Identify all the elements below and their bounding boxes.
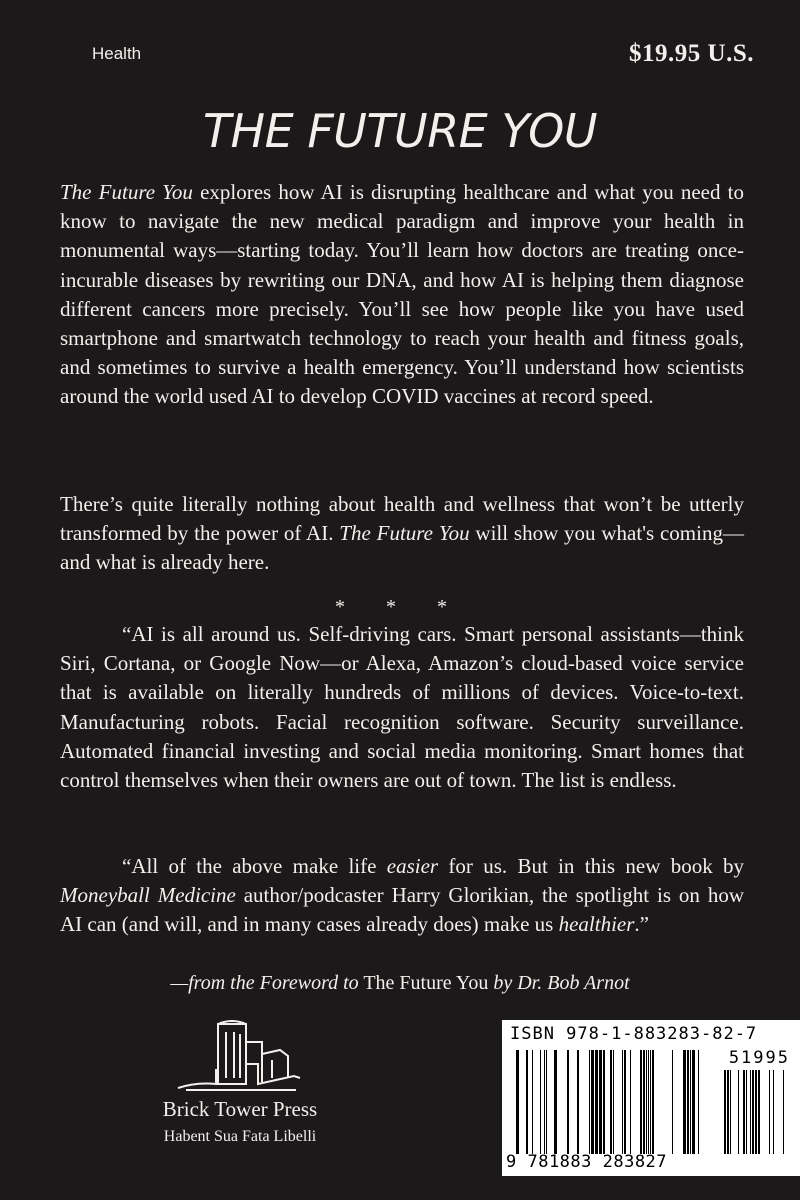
barcode-bar (690, 1050, 691, 1154)
barcode-bar (750, 1070, 751, 1154)
quote-text: author/podcaster Harry Glorikian, the spotlight is on how AI can (and will, and in many cases already does) make us (60, 883, 744, 937)
price-barcode-icon (714, 1070, 788, 1154)
emphasis-text: easier (386, 854, 439, 878)
barcode-bar (783, 1070, 784, 1154)
barcode-bar (672, 1050, 673, 1154)
barcode-bar (724, 1070, 726, 1154)
barcode-bar (532, 1050, 533, 1154)
barcode-bar (773, 1070, 774, 1154)
barcode-bar (540, 1050, 541, 1154)
attribution-book: The Future You (358, 972, 494, 994)
barcode-bar (758, 1070, 760, 1154)
barcode-bar (589, 1050, 590, 1154)
book-reference: Moneyball Medicine (60, 883, 236, 908)
publisher-motto: Habent Sua Fata Libelli (163, 1128, 317, 1145)
barcode-bar (577, 1050, 579, 1154)
barcode-bar (599, 1050, 602, 1154)
barcode-bar (698, 1050, 699, 1154)
isbn-label: ISBN 978-1-883283-82-7 (510, 1024, 758, 1044)
barcode-bar (603, 1050, 605, 1154)
description-text: explores how AI is disrupting healthcare and what you need to know to navigate the new medical paradigm and improve your health in monumental ways—starting today. You’ll learn how doctors are treating once-incurable diseases by rewriting our DNA, and how AI is helping them diagnose different cancers more precisely. You’ll see how people like you have used smartphone and smartwatch technology to reach your health and fitness goals, and sometimes to survive a health emergency. You’ll understand how scientists around the world used AI to develop COVID vaccines at record speed. (60, 180, 744, 409)
barcode-bar (610, 1050, 612, 1154)
barcode-bar (648, 1050, 649, 1154)
foreword-quote-1: “AI is all around us. Self-driving cars. Smart personal assistants—think Siri, Cortana, or Google Now—or Alexa, Amazon’s cloud-based voice service that is available on literally hundreds of millions of devices. Voice-to-text. Manufacturing robots. Facial recognition software. Security surveillance. Automated financial investing and social media monitoring. Smart homes that control themselves when their owners are out of town. The list is endless. (60, 622, 744, 793)
publisher-logo-icon (176, 1020, 302, 1094)
publisher-name: Brick Tower Press (162, 1097, 318, 1121)
barcode-bar (752, 1070, 754, 1154)
barcode-bar (755, 1070, 757, 1154)
barcode-number: 9 781883 283827 (506, 1152, 668, 1172)
barcode-bar (727, 1070, 729, 1154)
barcode-bar (738, 1070, 739, 1154)
barcode-bar (595, 1050, 598, 1154)
description-paragraph-1 (60, 178, 744, 412)
description-text: There’s quite literally nothing about health and wellness that won’t be utterly transformed by the power of AI. (60, 492, 744, 546)
quote-text: “All of the above make life (122, 854, 387, 878)
book-title-italic: The Future You (339, 521, 470, 546)
barcode-bar (646, 1050, 647, 1154)
price-label: $19.95 U.S. (629, 40, 754, 67)
isbn-barcode-icon (516, 1050, 702, 1154)
barcode-box (502, 1020, 800, 1176)
attribution-author: by Dr. Bob Arnot (493, 972, 630, 994)
barcode-bar (526, 1050, 528, 1154)
barcode-bar (544, 1050, 545, 1154)
barcode-bar (613, 1050, 614, 1154)
emphasis-text: healthier (558, 912, 635, 937)
barcode-bar (652, 1050, 654, 1154)
book-title-italic: The Future You (60, 180, 193, 204)
barcode-bar (640, 1050, 642, 1154)
barcode-bar (650, 1050, 651, 1154)
book-title: THE FUTURE YOU (202, 104, 598, 158)
description-text: will show you what's coming—and what is already here. (60, 521, 744, 575)
barcode-bar (591, 1050, 594, 1154)
barcode-bar (624, 1050, 626, 1154)
barcode-bar (730, 1070, 731, 1154)
barcode-bar (743, 1070, 745, 1154)
price-code-label: 51995 (728, 1048, 790, 1068)
barcode-bar (546, 1050, 547, 1154)
barcode-bar (746, 1070, 747, 1154)
section-separator: * * * (335, 596, 465, 618)
quote-text: for us. But in this new book by (438, 854, 745, 878)
barcode-bar (769, 1070, 770, 1154)
attribution-prefix: —from the Foreword to (170, 972, 359, 994)
barcode-bar (687, 1050, 689, 1154)
barcode-bar (630, 1050, 631, 1154)
foreword-quote-2 (60, 852, 744, 940)
description-paragraph-2 (60, 490, 744, 578)
barcode-bar (622, 1050, 623, 1154)
barcode-bar (683, 1050, 686, 1154)
barcode-bar (643, 1050, 645, 1154)
barcode-bar (567, 1050, 569, 1154)
barcode-bar (692, 1050, 695, 1154)
barcode-bar (554, 1050, 557, 1154)
foreword-attribution (0, 972, 800, 995)
quote-text: .” (634, 912, 649, 937)
barcode-bar (516, 1050, 519, 1154)
category-label: Health (92, 44, 142, 63)
